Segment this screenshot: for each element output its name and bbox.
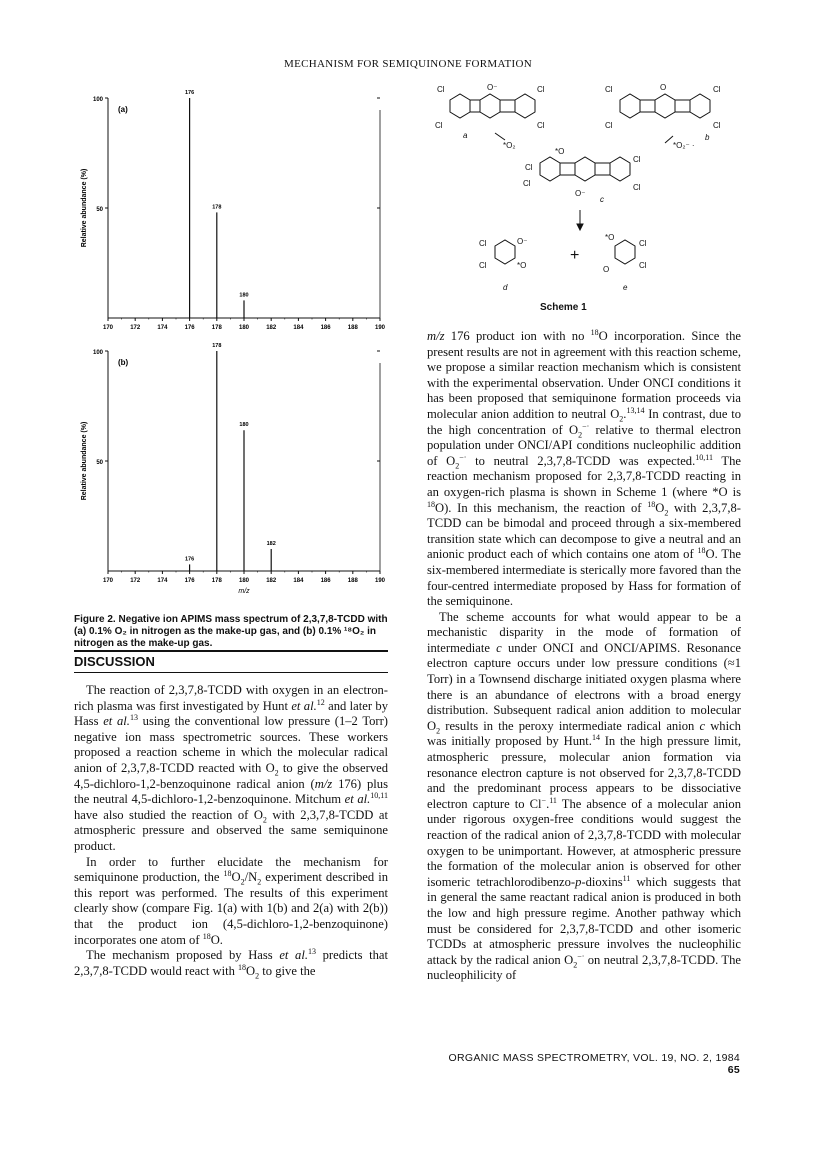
cl-label: Cl	[633, 155, 641, 164]
benzene-ring	[620, 94, 640, 118]
o-label: O	[603, 265, 610, 274]
peak-label: 180	[239, 292, 249, 299]
right-column-text	[427, 329, 741, 984]
x-tick-label: 176	[184, 578, 195, 584]
x-tick-label: 182	[266, 578, 277, 584]
x-tick-label: 180	[238, 578, 250, 584]
peak-label: 178	[212, 343, 222, 349]
x-tick-label: 178	[211, 578, 222, 584]
figure-caption-text: Negative ion APIMS mass spectrum of 2,3,7,8-TCDD with (a) 0.1% O₂ in nitrogen as the make-up gas, and (b) 0.1% ¹⁸O₂ in nitrogen as the make-up gas.	[74, 614, 388, 649]
benzene-ring	[575, 157, 595, 181]
running-header: MECHANISM FOR SEMIQUINONE FORMATION	[284, 58, 532, 70]
cl-label: Cl	[479, 261, 487, 270]
discussion-heading: DISCUSSION	[74, 654, 155, 669]
benzene-ring	[655, 94, 675, 118]
benzene-ring	[610, 157, 630, 181]
plus-sign: +	[570, 247, 580, 264]
x-tick-label: 190	[374, 578, 386, 584]
cl-label: Cl	[713, 121, 721, 130]
cl-label: Cl	[523, 179, 531, 188]
o2-radical-label: *O₂⁻ ·	[673, 141, 695, 150]
x-tick-label: 188	[347, 578, 358, 584]
label-d: d	[503, 283, 508, 292]
o-label: O	[660, 83, 667, 92]
x-tick-label: 170	[102, 578, 114, 584]
cl-label: Cl	[713, 85, 721, 94]
o-star-label: *O	[605, 233, 615, 242]
left-column-text	[74, 683, 388, 979]
peak-label: 176	[185, 556, 195, 563]
x-tick-label: 178	[211, 325, 222, 330]
panel-label: (b)	[118, 358, 129, 367]
y-tick-label: 100	[92, 350, 103, 356]
x-tick-label: 172	[130, 578, 141, 584]
cl-label: Cl	[639, 239, 647, 248]
o-minus-label: O⁻	[517, 237, 528, 246]
benzene-ring	[615, 240, 635, 264]
paragraph: The scheme accounts for what would appear to be a mechanistic disparity in the mode of formation of intermediate c under ONCI and ONCI/APIMS. Resonance electron capture occurs under low pressure conditions (≈1 Torr) in a Townsend discharge initiated oxygen plasma where there is an abundance of electrons with a broad energy distribution. Subsequent radical anion addition to molecular $O_2$ results in the peroxy intermediate radical anion c which was initially proposed by Hunt.$^{14}$ In the high pressure limit, atmospheric pressure, molecular anion formation via resonance electron capture is not observed for 2,3,7,8-TCDD and the predominant process appears to be dissociative electron capture to Cl−.$^{11}$ The absence of a molecular anion under rigorous oxygen-free conditions would suggest the reaction of the radical anion of 2,3,7,8-TCDD with molecular oxygen to be unimportant. However, at atmospheric pressure the formation of the molecular anion is observed for other isomeric tetrachlorodibenzo-p-dioxins$^{11}$ which suggests that in general the same reactant radical anion is produced in both the low and high pressure regime. Another pathway which must be considered for 2,3,7,8-TCDD and other isomeric TCDDs at atmospheric pressure involves the nucleophilic attack by the radical anion $O_2^{-\cdot}$ on neutral 2,3,7,8-TCDD. The nucleophilicity of	[427, 609, 742, 983]
x-tick-label: 186	[320, 325, 331, 330]
benzene-ring	[540, 157, 560, 181]
o-star-label: *O	[555, 147, 565, 156]
cl-label: Cl	[525, 163, 533, 172]
label-e: e	[623, 283, 628, 292]
peak-label: 178	[212, 204, 222, 211]
panel-label: (a)	[118, 105, 128, 114]
x-tick-label: 174	[157, 578, 168, 584]
x-tick-label: 190	[374, 325, 386, 330]
page-footer	[430, 1052, 740, 1076]
paragraph: In order to further elucidate the mechanism for semiquinone production, the $^{18}O_2/N_2$ experiment described in this report was performed. The results of this experiment clearly show (compare Fig. 1(a) with 1(b) and 2(a) with 2(b)) that the product ion (4,5-dichloro-1,2-benzoquinone) incorporates one atom of $^{18}$O.	[74, 854, 388, 947]
x-tick-label: 186	[320, 578, 331, 584]
y-tick-label: 100	[92, 97, 103, 103]
cl-label: Cl	[479, 239, 487, 248]
x-tick-label: 188	[347, 325, 358, 330]
paragraph: m/z 176 product ion with no $^{18}$O incorporation. Since the present results are not in agreement with this reaction scheme, we propose a similar reaction mechanism which is consistent with the experimental observation. Under ONCI conditions it has been proposed that semiquinone formation proceeds via molecular anion addition to neutral $O_2.^{13,14}$ In contrast, due to the high concentration of $O_2^{-\cdot}$ relative to thermal electron population under ONCI/API conditions nucleophilic addition of $O_2^{-\cdot}$ to neutral 2,3,7,8-TCDD was expected.$^{10,11}$ The reaction mechanism proposed for 2,3,7,8-TCDD reacting in an oxygen-rich plasma is shown in Scheme 1 (where *O is $^{18}$O). In this mechanism, the reaction of $^{18}O_2$ with 2,3,7,8-TCDD can be bimodal and proceed through a six-membered transition state which can decompose to give a neutral and an anionic product each of which contains one atom of $^{18}$O. The six-membered intermediate is sterically more favored than the four-centred intermediate proposed by Hass for formation of the semiquinone.	[427, 327, 742, 609]
x-tick-label: 172	[130, 325, 141, 330]
cl-label: Cl	[633, 183, 641, 192]
benzene-ring	[515, 94, 535, 118]
benzene-ring	[690, 94, 710, 118]
label-b: b	[705, 133, 710, 142]
cl-label: Cl	[605, 85, 613, 94]
scheme-1-diagram	[415, 78, 745, 303]
cl-label: Cl	[537, 85, 545, 94]
x-tick-label: 176	[184, 325, 195, 330]
y-axis-label: Relative abundance (%)	[81, 421, 88, 501]
y-tick-label: 50	[96, 460, 103, 466]
label-a: a	[463, 131, 468, 140]
x-tick-label: 182	[266, 325, 277, 330]
x-tick-label: 174	[157, 325, 168, 330]
scheme-label: Scheme 1	[540, 302, 587, 313]
journal-citation: ORGANIC MASS SPECTROMETRY, VOL. 19, NO. 2, 1984	[448, 1052, 740, 1064]
paragraph: The reaction of 2,3,7,8-TCDD with oxygen in an electron-rich plasma was first investigated by Hunt et al.$^{12}$ and later by Hass et al.$^{13}$ using the conventional low pressure (1–2 Torr) negative ion mass spectrometric sources. These workers proposed a reaction scheme in which the molecular radical anion of 2,3,7,8-TCDD reacted with $O_2$ to give the observed 4,5-dichloro-1,2-benzoquinone radical anion (m/z 176) plus the neutral 4,5-dichloro-1,2-benzoquinone. Mitchum et al.$^{10,11}$ have also studied the reaction of $O_2$ with 2,3,7,8-TCDD at atmospheric pressure and observed the same semiquinone product.	[74, 683, 389, 853]
peak-label: 182	[266, 541, 276, 547]
benzene-ring	[450, 94, 470, 118]
cl-label: Cl	[435, 121, 443, 130]
x-tick-label: 180	[238, 325, 250, 330]
peak-label: 176	[185, 90, 195, 96]
x-axis-label: m/z	[238, 588, 250, 595]
cl-label: Cl	[537, 121, 545, 130]
cl-label: Cl	[437, 85, 445, 94]
x-tick-label: 184	[293, 578, 304, 584]
section-rule	[74, 650, 388, 652]
spectrum-chart-b	[70, 335, 400, 610]
figure-caption-label: Figure 2.	[74, 614, 116, 625]
figure-caption	[74, 614, 394, 650]
cl-label: Cl	[605, 121, 613, 130]
spectrum-chart-a	[70, 80, 400, 330]
page-number: 65	[727, 1064, 740, 1076]
o-star-label: *O	[517, 261, 527, 270]
peak-label: 180	[239, 422, 249, 429]
label-c: c	[600, 195, 604, 204]
y-tick-label: 50	[96, 207, 103, 213]
benzene-ring	[495, 240, 515, 264]
paragraph: The mechanism proposed by Hass et al.$^{13}$ predicts that 2,3,7,8-TCDD would react with $^{18}O_2$ to give the	[74, 946, 388, 981]
cl-label: Cl	[639, 261, 647, 270]
x-tick-label: 170	[102, 325, 114, 330]
o-minus-label: O⁻	[487, 83, 498, 92]
o2-label: *O₂	[503, 141, 516, 150]
o-minus-label: O⁻	[575, 189, 586, 198]
section-rule	[74, 672, 388, 673]
y-axis-label: Relative abundance (%)	[81, 168, 88, 248]
benzene-ring	[480, 94, 500, 118]
x-tick-label: 184	[293, 325, 304, 330]
